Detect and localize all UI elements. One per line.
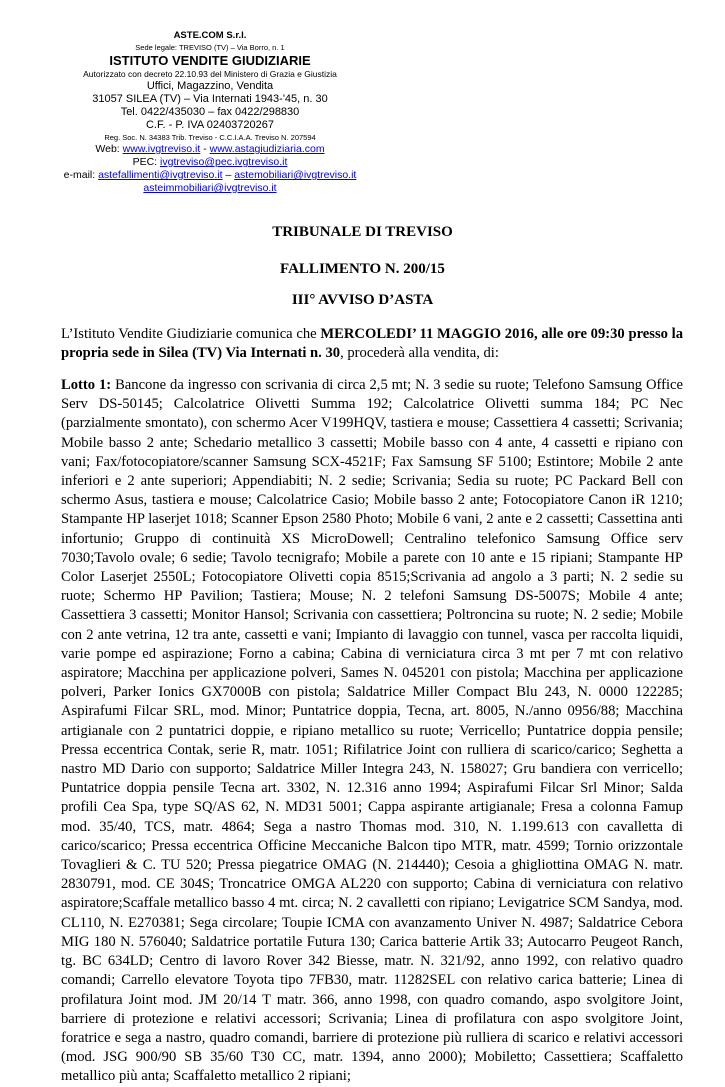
web-link-astagiudiziaria[interactable]: www.astagiudiziaria.com: [209, 143, 325, 155]
company-name: ASTE.COM S.r.l.: [173, 30, 247, 41]
offices-line: Uffici, Magazzino, Vendita: [146, 80, 274, 92]
address-line: 31057 SILEA (TV) – Via Internati 1943-'45, n. 30: [92, 93, 328, 105]
registry-line: Reg. Soc. N. 34383 Trib. Treviso - C.C.I.A.A. Treviso N. 207594: [104, 133, 316, 142]
tax-id-line: C.F. - P. IVA 02403720267: [145, 119, 275, 131]
email-link-mobiliari[interactable]: astemobiliari@ivgtreviso.it: [234, 169, 357, 181]
notice-title: III° AVVISO D’ASTA: [291, 292, 434, 308]
email-link-immobiliari[interactable]: asteimmobiliari@ivgtreviso.it: [143, 182, 277, 194]
web-line: [0, 143, 420, 156]
intro-text-start: L’Istituto Vendite Giudiziarie comunica che: [61, 326, 321, 342]
email-link-fallimenti[interactable]: astefallimenti@ivgtreviso.it: [98, 169, 223, 181]
letterhead: [0, 30, 420, 195]
intro-text-end: , procederà alla vendita, di:: [340, 345, 499, 362]
lot-description: Bancone da ingresso con scrivania di circa 2,5 mt; N. 3 sedie su ruote; Telefono Samsung Office Serv DS-50145; Calcolatrice Olivetti Summa 192; Calcolatrice Olivetti summa 184; PC Nec (parzialmente smontato), con schermo Acer V199HQV, tastiera e mouse; Cassettiera 4 cassetti; Scrivania; Mobile basso 2 ante; Schedario metallico 3 cassetti; Mobile basso con 4 ante, 4 cassetti e ripiano con vani; Fax/fotocopiatore/scanner Samsung SCX-4521F; Fax Samsung SF 5100; Estintore; Mobile 2 ante inferiori e 2 ante superiori; Appendiabiti; N. 2 sedie; Scrivania; Sedia su ruote; PC Packard Bell con schermo Asus, tastiera e mouse; Calcolatrice Casio; Mobile basso 2 ante; Fotocopiatore Canon iR 1210; Stampante HP laserjet 1018; Scanner Epson 2580 Photo; Mobile 6 vani, 2 ante e 2 cassetti; Cassettina anti infortunio; Gruppo di continuità XS MicroDowell; Centralino telefonico Samsung Office serv 7030;Tavolo ovale; 6 sedie; Tavolo tecnigrafo; Mobile a parete con 10 ante e 15 ripiani; Stampante HP Color Laserjet 2550L; Fotocopiatore Olivetti copia 8515;Scrivania ad angolo a 3 parti; N. 2 sedie su ruote; Schermo HP Pavilion; Tastiera; Mouse; N. 2 telefoni Samsung DS-5007S; Mobile 4 ante; Cassettiera 3 cassetti; Monitor Hansol; Scrivania con cassettiera; Poltroncina su ruote; N. 2 sedie; Mobile con 2 ante vetrina, 12 tra ante, cassetti e vani; Impianto di lavaggio con tunnel, vasca per raccolta liquidi, varie pompe ed aspirazione; Forno a cabina; Cabina di verniciatura circa 3 mt per 7 mt con relativo aspiratore; Macchina per applicazione polveri, Sames N. 045201 con pistola; Macchina per applicazione polveri, Parker Ionics GX7000B con pistola; Saldatrice Miller Compact Blu 243, N. 0000 122285; Aspirafumi Filcar SRL, mod. Minor; Puntatrice doppia, Tecna, art. 8005, N./anno 0956/88; Macchina artigianale con 2 puntatrici doppie, e ripiano metallico su ruote; Verricello; Puntatrice doppia pensile; Pressa eccentrica Contak, serie R, matr. 1051; Rifilatrice Joint con rulliera di scarico/carico; Seghetta a nastro MD Dario con supporto; Saldatrice Miller Integra 243, N. 158027; Gru bandiera con verricello; Puntatrice doppia pensile Tecna art. 3302, N. 12.316 anno 1994; Aspirafumi Filcar Srl Minor; Salda profili Cea Spa, type SQ/AS 62, N. MD31 5001; Cappa aspirante artigianale; Fresa a colonna Famup mod. 35/40, TCS, matr. 4864; Sega a nastro Thomas mod. 310, N. 1.199.613 con cavalletta di carico/scarico; Pressa eccentrica Officine Meccaniche Balcon tipo MTR, matr. 4599; Tornio orizzontale Tovaglieri & C. TU 520; Pressa piegatrice OMAG (N. 214440); Cesoia a ghigliottina OMAG N. matr. 2830791, mod. CE 304S; Troncatrice OMGA AL220 con supporto; Cabina di verniciatura con relativo aspiratore;Scaffale metallico basso 4 mt. circa; N. 2 cavalletti con ripiano; Levigatrice SCM Sandya, mod. CL110, N. E270381; Sega circolare; Toupie ICMA con avanzamento Univer N. 4987; Saldatrice Cebora MIG 180 N. 576040; Saldatrice portatile Futura 130; Carica batterie Artik 33; Autocarro Peugeot Ranch, tg. BC 634LD; Centro di lavoro Rover 342 Biesse, matr. N. 321/92, anno 1992, con relativo quadro comandi; Carrello elevatore Toyota tipo 7FB30, matr. 11282SEL con relativo carica batterie; Linea di profilatura Joint mod. JM 20/14 T matr. 366, anno 1998, con quadro comando, aspo svolgitore Joint, barriere di protezione e relativi accessori; Scrivania; Linea di profilatura con aspo svolgitore Joint, foratrice e sega a nastro, quadro comandi, barriere di protezione più rulliera di scarico e relativi accessori (mod. JSG 900/90 SB 35/60 T30 CC, matr. 1394, anno 2000); Mobiletto; Cassettiera; Scaffaletto metallico più anta; Scaffaletto metallico 2 ripiani;: [61, 377, 683, 1085]
court-title: TRIBUNALE DI TREVISO: [272, 224, 453, 240]
web-separator: -: [203, 143, 207, 155]
email-line: [0, 169, 420, 182]
institute-name: ISTITUTO VENDITE GIUDIZIARIE: [109, 53, 311, 68]
pec-line: [0, 156, 420, 169]
pec-email-link[interactable]: ivgtreviso@pec.ivgtreviso.it: [160, 156, 288, 168]
pec-label: PEC:: [132, 156, 158, 168]
lot-paragraph: [61, 376, 683, 1087]
registered-office: Sede legale: TREVISO (TV) – Via Borro, n. 1: [135, 43, 285, 52]
web-link-ivgtreviso[interactable]: www.ivgtreviso.it: [122, 143, 201, 155]
authorization-note: Autorizzato con decreto 22.10.93 del Ministero di Grazia e Giustizia: [83, 69, 337, 79]
email-separator: –: [225, 169, 232, 181]
email-line-2: [0, 182, 420, 195]
phone-fax-line: Tel. 0422/435030 – fax 0422/298830: [120, 106, 300, 118]
intro-paragraph: [61, 325, 683, 363]
web-label: Web:: [95, 143, 120, 155]
auction-date-place: MERCOLEDI’ 11 MAGGIO 2016, alle ore 09:30 presso la propria sede in Silea (TV) Via Internati n. 30: [61, 326, 684, 362]
email-label: e-mail:: [63, 169, 96, 181]
case-number: FALLIMENTO N. 200/15: [280, 261, 445, 277]
lot-label: Lotto 1:: [61, 377, 112, 393]
